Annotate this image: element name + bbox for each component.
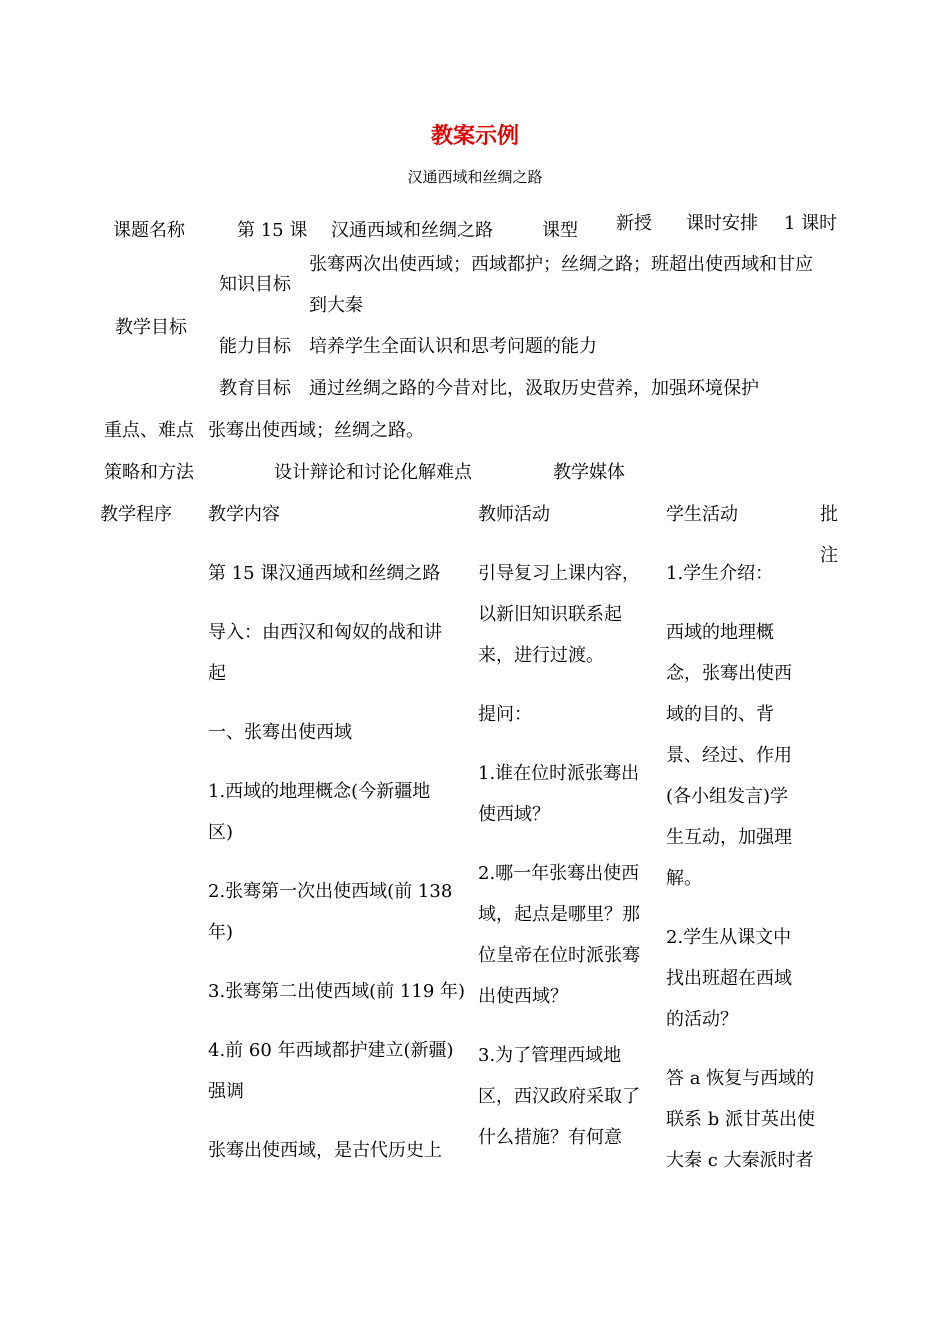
teacher-line: 什么措施？有何意	[478, 1127, 622, 1148]
strategy-label: 策略和方法	[104, 462, 194, 483]
education-goal-value: 通过丝绸之路的今昔对比，汲取历史营养，加强环境保护	[309, 378, 759, 399]
teacher-line: 出使西域？	[478, 986, 568, 1007]
student-line: 景、经过、作用	[666, 745, 792, 766]
hours-value: 1 课时	[784, 213, 838, 234]
teacher-line: 来，进行过渡。	[478, 645, 604, 666]
document-subtitle: 汉通西域和丝绸之路	[407, 168, 543, 186]
type-value: 新授	[616, 213, 652, 234]
teacher-line: 域，起点是哪里？那	[478, 904, 640, 925]
student-line: 2.学生从课文中	[666, 927, 792, 948]
student-line: 答 a 恢复与西域的	[666, 1068, 815, 1089]
teacher-line: 位皇帝在位时派张骞	[478, 945, 640, 966]
content-line: 强调	[208, 1081, 244, 1102]
content-line: 导入：由西汉和匈奴的战和讲	[208, 622, 442, 643]
teacher-line: 以新旧知识联系起	[478, 604, 622, 625]
student-line: 1.学生介绍：	[666, 563, 774, 584]
teacher-line: 区，西汉政府采取了	[478, 1086, 640, 1107]
content-line: 张骞出使西域，是古代历史上	[208, 1140, 442, 1161]
content-line: 1.西域的地理概念(今新疆地	[208, 781, 431, 802]
knowledge-goal-line2: 到大秦	[309, 295, 363, 316]
teacher-line: 使西域？	[478, 804, 550, 825]
student-line: 找出班超在西域	[666, 968, 792, 989]
content-line: 区)	[208, 822, 234, 843]
type-label: 课型	[542, 220, 578, 241]
student-line: 西域的地理概	[666, 622, 774, 643]
header-content: 教学内容	[208, 504, 280, 525]
teaching-goals-label: 教学目标	[115, 317, 187, 338]
student-line: 念，张骞出使西	[666, 663, 792, 684]
content-line: 4.前 60 年西域都护建立(新疆)	[208, 1040, 454, 1061]
knowledge-goal-label: 知识目标	[219, 274, 291, 295]
teacher-line: 引导复习上课内容，	[478, 563, 640, 584]
hours-label: 课时安排	[686, 213, 758, 234]
student-line: 联系 b 派甘英出使	[666, 1109, 815, 1130]
student-line: 的活动？	[666, 1009, 738, 1030]
header-program: 教学程序	[100, 504, 172, 525]
header-note-line1: 批	[820, 504, 838, 525]
ability-goal-label: 能力目标	[219, 336, 291, 357]
student-column	[666, 553, 826, 1181]
student-line: (各小组发言)学	[666, 786, 789, 807]
content-line: 第 15 课汉通西域和丝绸之路	[208, 563, 441, 584]
content-column	[208, 553, 473, 1171]
student-line: 域的目的、背	[666, 704, 774, 725]
header-student: 学生活动	[666, 504, 738, 525]
header-note-line2: 注	[820, 545, 838, 566]
media-label: 教学媒体	[553, 462, 625, 483]
content-line: 2.张骞第一次出使西域(前 138	[208, 881, 453, 902]
document-title: 教案示例	[430, 123, 519, 149]
content-line: 一、张骞出使西域	[208, 722, 352, 743]
student-line: 大秦 c 大秦派时者	[666, 1150, 814, 1171]
ability-goal-value: 培养学生全面认识和思考问题的能力	[309, 336, 597, 357]
content-line: 年)	[208, 922, 234, 943]
key-points-label: 重点、难点	[104, 420, 194, 441]
knowledge-goal-line1: 张骞两次出使西域；西域都护；丝绸之路；班超出使西域和甘应	[309, 254, 813, 275]
teacher-line: 3.为了管理西域地	[478, 1045, 622, 1066]
topic-label: 课题名称	[113, 220, 185, 241]
student-line: 解。	[666, 868, 702, 889]
strategy-value: 设计辩论和讨论化解难点	[274, 462, 472, 483]
lesson-number: 第 15 课	[237, 220, 308, 241]
lesson-title: 汉通西域和丝绸之路	[331, 220, 493, 241]
header-teacher: 教师活动	[478, 504, 550, 525]
teacher-line: 2.哪一年张骞出使西	[478, 863, 640, 884]
teacher-line: 1.谁在位时派张骞出	[478, 763, 640, 784]
student-line: 生互动，加强理	[666, 827, 792, 848]
key-points-value: 张骞出使西域；丝绸之路。	[208, 420, 424, 441]
teacher-line: 提问：	[478, 704, 532, 725]
education-goal-label: 教育目标	[219, 378, 291, 399]
content-line: 起	[208, 663, 226, 684]
teacher-column	[478, 553, 658, 1158]
content-line: 3.张骞第二出使西域(前 119 年)	[208, 981, 466, 1002]
